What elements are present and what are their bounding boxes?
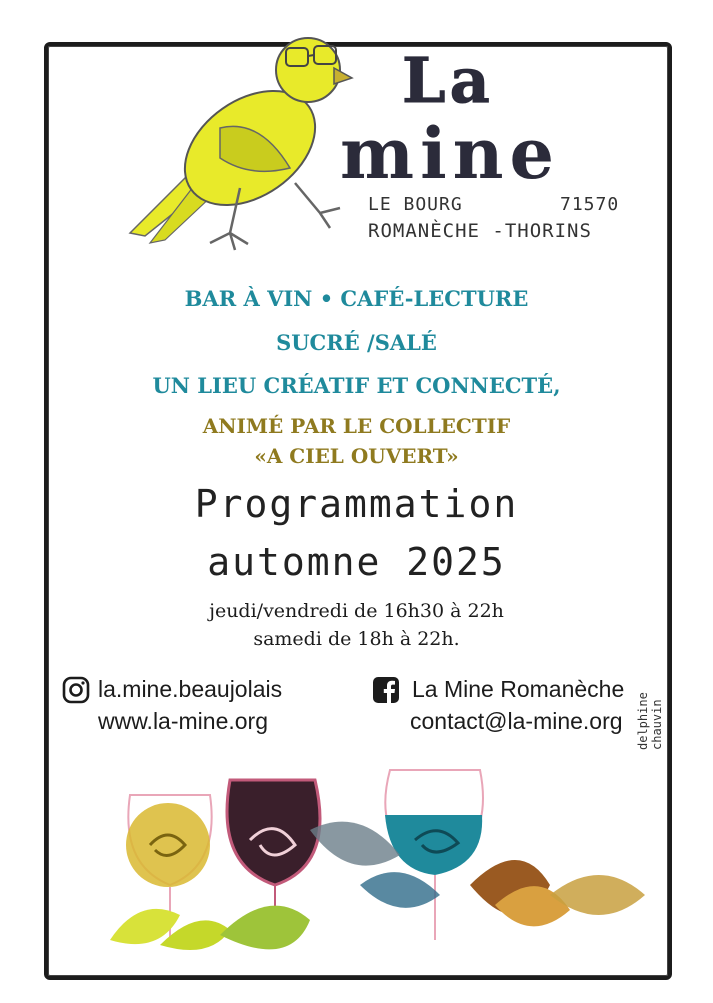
address-line2: ROMANÈCHE -THORINS	[368, 220, 592, 242]
tagline-ciel-ouvert: «A CIEL OUVERT»	[254, 444, 459, 468]
tagline-bar-cafe: BAR À VIN • CAFÉ-LECTURE	[184, 286, 529, 311]
facebook-page[interactable]: La Mine Romanèche	[412, 676, 625, 702]
program-title: Programmation	[194, 482, 519, 526]
canary-bird-illustration	[120, 18, 360, 258]
instagram-handle[interactable]: la.mine.beaujolais	[98, 676, 283, 702]
title-la: La	[402, 44, 494, 117]
artist-signature: delphine chauvin	[636, 692, 664, 750]
tagline-collectif: ANIMÉ PAR LE COLLECTIF	[202, 414, 511, 438]
instagram-icon	[62, 676, 90, 704]
tagline-sucre-sale: SUCRÉ /SALÉ	[276, 330, 437, 355]
wine-glasses-illustration	[100, 745, 660, 975]
website-link[interactable]: www.la-mine.org	[98, 708, 268, 734]
address-line1: LE BOURG	[368, 194, 463, 215]
hours-weekday: jeudi/vendredi de 16h30 à 22h	[209, 600, 504, 622]
tagline-lieu-creatif: UN LIEU CRÉATIF ET CONNECTÉ,	[152, 373, 561, 398]
hours-saturday: samedi de 18h à 22h.	[253, 628, 460, 650]
title-mine: mine	[340, 112, 561, 195]
email-link[interactable]: contact@la-mine.org	[410, 708, 623, 734]
program-season: automne 2025	[207, 540, 506, 584]
facebook-icon	[372, 676, 400, 704]
address-postal: 71570	[560, 194, 620, 215]
